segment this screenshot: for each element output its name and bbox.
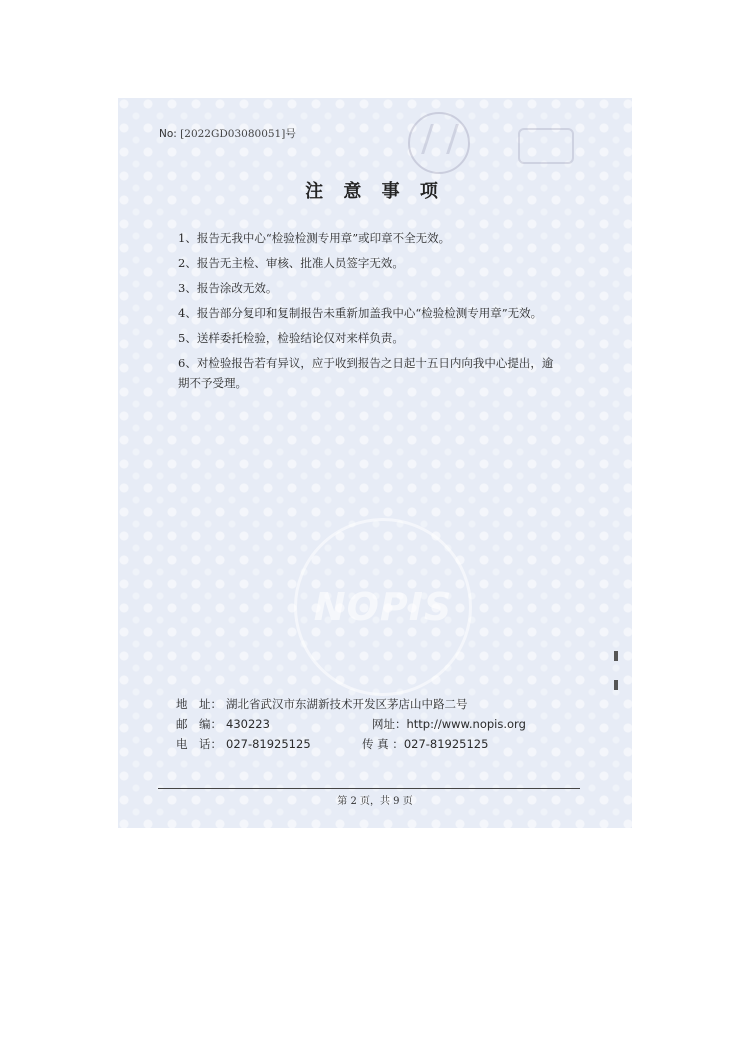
fax-value: 027-81925125 [403, 737, 489, 751]
margin-mark [614, 651, 618, 661]
report-number-value: [2022GD03080051] [180, 128, 286, 140]
note-item: 5、送样委托检验，检验结论仅对来样负责。 [178, 331, 404, 345]
website-label: 网址： [372, 717, 407, 731]
report-number [159, 126, 296, 141]
report-number-suffix: 号 [285, 128, 296, 140]
seal-mark-circle [408, 112, 470, 174]
watermark-logo [294, 518, 472, 696]
page-title: 注 意 事 项 [305, 181, 445, 202]
address-row [176, 696, 468, 712]
website-row [372, 716, 526, 732]
report-number-label: No: [159, 128, 177, 140]
postcode-label: 邮 编： [176, 717, 222, 731]
footer-divider [158, 788, 580, 789]
page-indicator: 第 2 页，共 9 页 [337, 796, 413, 807]
phone-row [176, 736, 311, 752]
website-value: http://www.nopis.org [406, 717, 526, 731]
phone-value: 027-81925125 [226, 737, 311, 751]
address-label: 地 址： [176, 697, 222, 711]
postcode-row [176, 716, 270, 732]
document-page [118, 98, 632, 828]
phone-label: 电 话： [176, 737, 222, 751]
note-item: 6、对检验报告若有异议，应于收到报告之日起十五日内向我中心提出，逾期不予受理。 [178, 356, 554, 390]
seal-mark-box [518, 128, 574, 164]
fax-row [362, 736, 488, 752]
note-item: 1、报告无我中心“检验检测专用章”或印章不全无效。 [178, 231, 451, 245]
note-item: 2、报告无主检、审核、批准人员签字无效。 [178, 256, 404, 270]
watermark-text: NOPIS [313, 585, 453, 629]
note-item: 3、报告涂改无效。 [178, 281, 278, 295]
note-item: 4、报告部分复印和复制报告未重新加盖我中心“检验检测专用章”无效。 [178, 306, 543, 320]
address-value: 湖北省武汉市东湖新技术开发区茅店山中路二号 [226, 697, 468, 711]
margin-mark [614, 680, 618, 690]
notes-list [178, 228, 564, 398]
postcode-value: 430223 [226, 717, 270, 731]
fax-label: 传 真 ： [362, 737, 404, 751]
